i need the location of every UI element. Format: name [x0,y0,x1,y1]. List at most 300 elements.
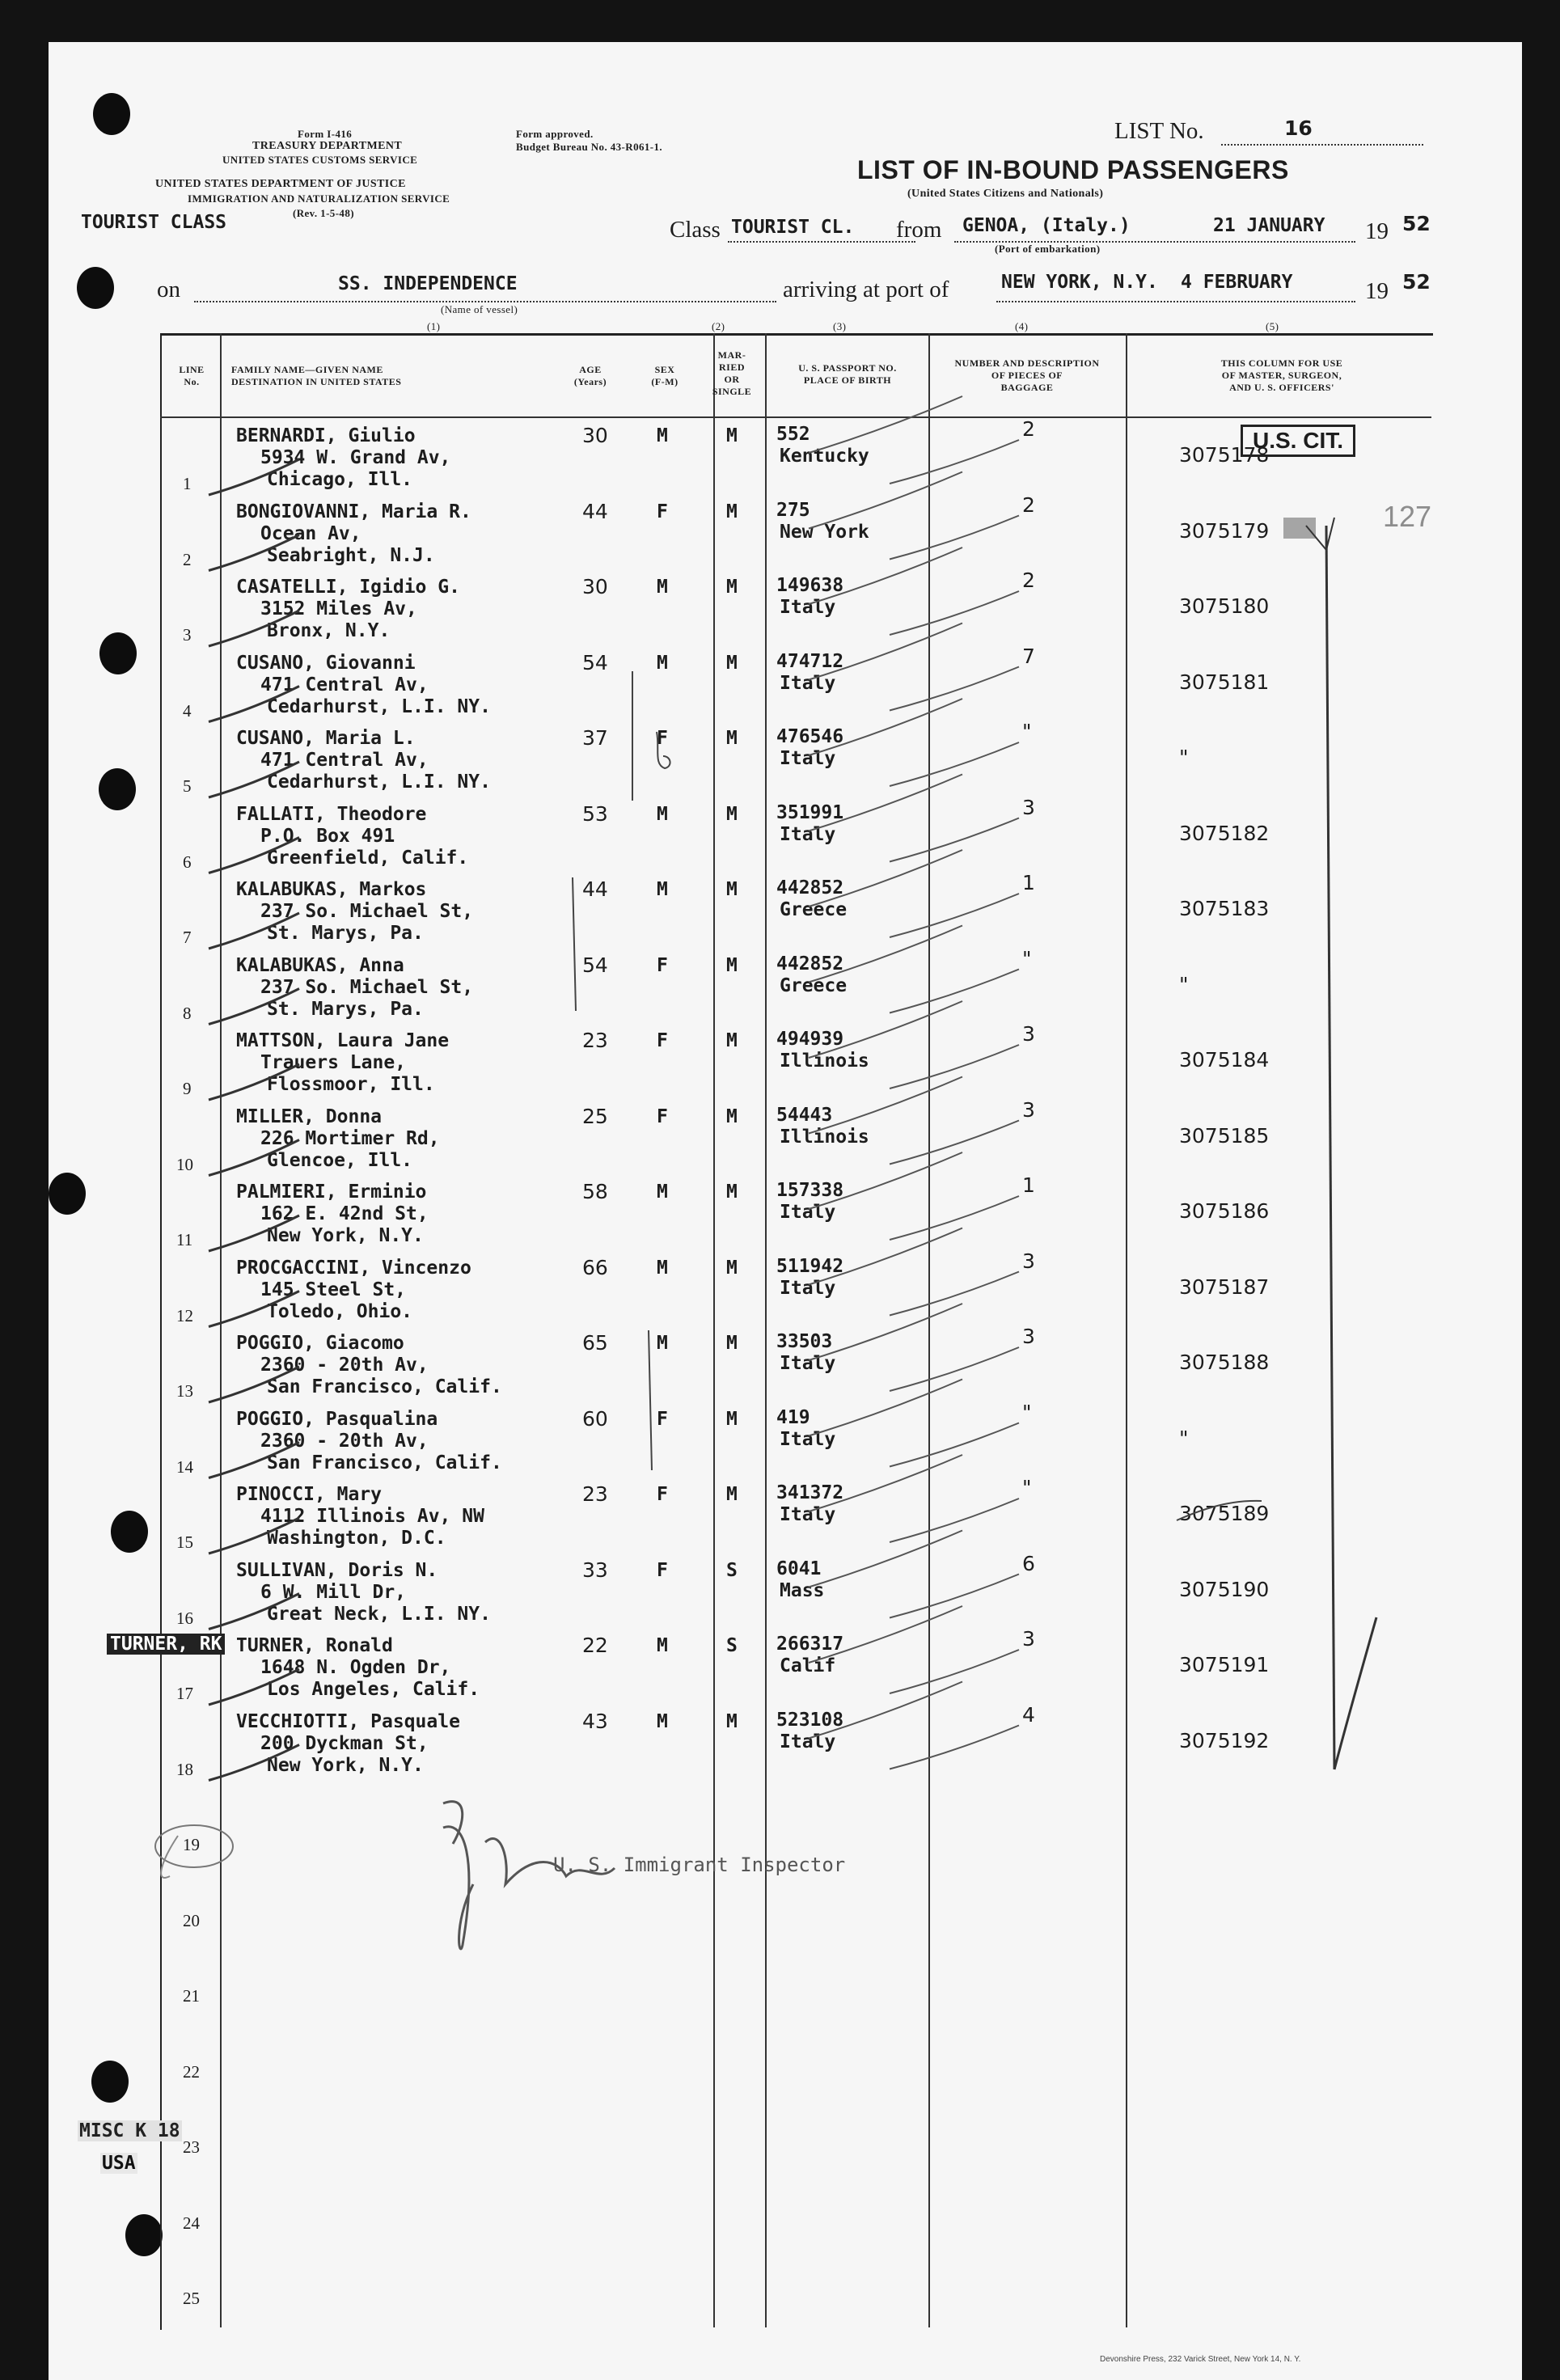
passenger-passport-number: 442852 [776,953,844,974]
class-value: TOURIST CL. [731,217,855,238]
document-subtitle: (United States Citizens and Nationals) [907,188,1104,200]
passenger-place-of-birth: Kentucky [780,446,869,467]
arrival-year: 52 [1402,270,1431,294]
passenger-passport-number: 149638 [776,575,844,596]
passenger-place-of-birth: Italy [780,672,836,694]
line-number: 14 [176,1456,193,1477]
check-mark [809,1531,962,1587]
passenger-marital-status: M [726,652,738,674]
line-number: 11 [176,1230,193,1249]
passenger-age: 23 [582,1482,608,1506]
passenger-passport-number: 494939 [776,1029,844,1050]
passenger-passport-number: 6041 [776,1558,822,1579]
passenger-place-of-birth: Italy [780,823,836,845]
check-mark [809,472,962,529]
passenger-sex: M [657,1635,668,1656]
passenger-address-city: Toledo, Ohio. [267,1300,413,1322]
column-number-2: (2) [712,320,725,332]
us-citizen-stamp: U.S. CIT. [1241,425,1355,457]
check-mark [890,818,1019,862]
check-mark [890,970,1019,1013]
passenger-passport-number: 476546 [776,726,844,747]
passenger-marital-status: M [726,425,738,446]
check-mark [209,1367,299,1402]
passenger-certificate-number: 3075192 [1179,1728,1270,1752]
passenger-name: POGGIO, Pasqualina [236,1408,438,1430]
passenger-certificate-number: 3075188 [1179,1351,1270,1374]
check-mark [209,1291,299,1327]
empty-line-number: 23 [183,2137,200,2157]
officer-verification-line [1326,526,1334,1769]
passenger-address-street: 237 So. Michael St, [260,976,474,998]
vessel-name: SS. INDEPENDENCE [338,273,518,294]
passenger-age: 65 [582,1331,608,1355]
check-mark [209,989,299,1025]
check-mark [209,762,299,797]
check-mark [809,547,962,604]
document-title: LIST OF IN-BOUND PASSENGERS [857,155,1289,184]
passenger-address-city: Glencoe, Ill. [267,1149,413,1171]
passenger-place-of-birth: Italy [780,1202,836,1223]
arrival-port: NEW YORK, N.Y. [1001,272,1158,293]
passenger-baggage-count: 4 [1022,1702,1035,1727]
check-mark [209,913,299,949]
passenger-address-street: 1648 N. Ogden Dr, [260,1657,451,1678]
passenger-baggage-count: 3 [1022,1097,1035,1122]
arrival-date: 4 FEBRUARY [1181,272,1293,293]
passenger-sex: M [657,1710,668,1732]
passenger-marital-status: S [726,1559,738,1581]
passenger-sex: M [657,1257,668,1279]
passenger-sex: M [657,652,668,674]
passenger-name: BERNARDI, Giulio [236,425,416,446]
passenger-place-of-birth: Illinois [780,1050,869,1072]
form-approved: Form approved. [516,128,594,140]
check-mark [890,1499,1019,1542]
column-number-4: (4) [1015,320,1029,332]
passenger-certificate-number: 3075186 [1179,1199,1270,1223]
on-label: on [157,277,180,302]
treasury-label: TREASURY DEPARTMENT [252,140,403,152]
port-of-embarkation-label: (Port of embarkation) [995,243,1101,255]
passenger-sex: F [657,501,668,522]
passenger-passport-number: 419 [776,1406,810,1428]
budget-bureau: Budget Bureau No. 43-R061-1. [516,141,663,153]
passenger-name: MILLER, Donna [236,1105,383,1127]
revision-label: (Rev. 1-5-48) [293,207,354,219]
check-mark [809,624,962,680]
check-mark [209,1443,299,1478]
passenger-address-city: Greenfield, Calif. [267,847,469,869]
passenger-sex: M [657,1333,668,1354]
check-mark [809,396,962,453]
passenger-marital-status: M [726,1333,738,1354]
passenger-marital-status: M [726,879,738,900]
header-married: MAR- RIED OR SINGLE [712,349,752,397]
passenger-name: PALMIERI, Erminio [236,1182,427,1203]
passenger-age: 30 [582,575,608,598]
check-mark [890,1196,1019,1240]
passenger-certificate-number: 3075191 [1179,1653,1270,1676]
inspector-label: U. S. Immigrant Inspector [553,1854,846,1876]
arriving-label: arriving at port of [783,277,949,302]
passenger-name: CUSANO, Giovanni [236,652,416,674]
check-mark [890,742,1019,786]
passenger-address-street: 5934 W. Grand Av, [260,447,451,468]
check-mark [890,1272,1019,1316]
check-mark [890,1347,1019,1391]
passenger-name: FALLATI, Theodore [236,803,427,825]
passenger-address-street: 471 Central Av, [260,674,429,695]
check-mark [809,926,962,983]
passenger-passport-number: 442852 [776,877,844,898]
line-number: 3 [183,625,192,645]
passenger-marital-status: M [726,1484,738,1505]
passenger-sex: M [657,1182,668,1203]
check-mark [809,1682,962,1739]
passenger-marital-status: M [726,1030,738,1051]
passenger-certificate-number: 3075185 [1179,1123,1270,1148]
passenger-address-street: 3152 Miles Av, [260,598,417,619]
arrival-year-prefix: 19 [1365,278,1389,304]
passenger-address-city: San Francisco, Calif. [267,1376,502,1397]
passenger-baggage-count: " [1022,1476,1032,1499]
passenger-address-city: Seabright, N.J. [267,544,435,566]
passenger-marital-status: M [726,1257,738,1279]
check-mark [209,611,299,646]
passenger-age: 53 [582,801,608,826]
passenger-place-of-birth: Illinois [780,1126,869,1148]
header-line: LINE No. [179,364,205,387]
passenger-place-of-birth: Greece [780,899,848,920]
passenger-baggage-count: 2 [1022,492,1035,517]
passenger-sex: F [657,1408,668,1430]
passenger-age: 44 [582,877,608,901]
officer-verification-tick [1334,1617,1376,1769]
passenger-baggage-count: 3 [1022,1022,1035,1046]
margin-turner-note: TURNER, RK [107,1634,225,1655]
passenger-passport-number: 523108 [776,1709,844,1731]
column-number-5: (5) [1266,320,1279,332]
passenger-baggage-count: 2 [1022,417,1035,441]
passenger-name: PINOCCI, Mary [236,1484,383,1505]
passenger-certificate-number: 3075184 [1179,1048,1270,1072]
passenger-baggage-count: 1 [1022,871,1035,894]
passenger-place-of-birth: Italy [780,1277,836,1299]
passenger-place-of-birth: Mass [780,1579,825,1601]
class-label: Class [670,217,721,243]
passenger-sex: F [657,1030,668,1051]
passenger-age: 25 [582,1104,608,1128]
check-mark [209,1745,299,1781]
check-mark [209,687,299,722]
passenger-marital-status: M [726,728,738,749]
header-baggage: NUMBER AND DESCRIPTION OF PIECES OF BAGGAGE [954,357,1100,393]
passenger-address-city: Flossmoor, Ill. [267,1074,435,1095]
check-mark [809,775,962,831]
passenger-passport-number: 552 [776,424,810,445]
passenger-passport-number: 54443 [776,1104,833,1126]
passenger-marital-status: M [726,1182,738,1203]
line-number: 6 [183,852,192,872]
line-number: 15 [176,1532,193,1552]
check-mark [809,850,962,907]
passenger-baggage-count: 3 [1022,1627,1035,1651]
bracket-kalabukas [573,877,576,1011]
check-mark [809,1304,962,1360]
passenger-name: POGGIO, Giacomo [236,1333,404,1354]
passenger-certificate-number: 3075183 [1179,897,1270,920]
passenger-passport-number: 266317 [776,1634,844,1655]
line-number: 12 [176,1305,193,1325]
passenger-passport-number: 157338 [776,1180,844,1201]
passenger-name: BONGIOVANNI, Maria R. [236,501,471,522]
passenger-address-street: 2360 - 20th Av, [260,1355,429,1376]
list-number: 16 [1284,116,1313,140]
passenger-place-of-birth: Greece [780,974,848,996]
check-mark [890,894,1019,937]
passenger-address-street: Ocean Av, [260,522,361,544]
passenger-address-street: 200 Dyckman St, [260,1732,429,1754]
passenger-sex: F [657,1559,668,1581]
passenger-address-street: 4112 Illinois Av, NW [260,1506,484,1527]
passenger-baggage-count: 3 [1022,795,1035,819]
line-number: 17 [176,1684,193,1703]
tourist-class-note: TOURIST CLASS [81,212,227,233]
passenger-address-city: Washington, D.C. [267,1528,446,1549]
check-mark [809,1455,962,1511]
inspector-signature [443,1802,615,1949]
passenger-baggage-count: " [1022,720,1032,743]
check-mark [809,1380,962,1436]
passenger-marital-status: M [726,1105,738,1127]
line-19-stroke [161,1836,178,1878]
passenger-baggage-count: " [1022,946,1032,970]
arrow-head [1306,518,1334,550]
header-passport: U. S. PASSPORT NO. PLACE OF BIRTH [798,362,897,386]
passenger-address-city: St. Marys, Pa. [267,998,424,1020]
passenger-age: 33 [582,1558,608,1582]
customs-label: UNITED STATES CUSTOMS SERVICE [222,154,418,166]
check-mark [809,1152,962,1209]
check-mark [890,1575,1019,1618]
passenger-sex: F [657,1484,668,1505]
line-number: 7 [183,928,192,947]
passenger-address-city: Bronx, N.Y. [267,620,391,641]
departure-date: 21 JANUARY [1213,215,1325,236]
passenger-age: 44 [582,499,608,523]
empty-line-number: 24 [183,2213,200,2233]
passenger-name: PROCGACCINI, Vincenzo [236,1257,471,1279]
bracket-poggio [649,1330,652,1470]
passenger-marital-status: M [726,501,738,522]
header-officers: THIS COLUMN FOR USE OF MASTER, SURGEON, AND U. S. OFFICERS' [1220,357,1343,393]
check-mark [209,535,299,571]
line-number: 13 [176,1381,193,1401]
cert-mark-15 [1177,1501,1262,1520]
line-number: 2 [183,549,192,569]
check-mark [890,516,1019,560]
passenger-passport-number: 474712 [776,650,844,672]
passenger-baggage-count: 3 [1022,1249,1035,1273]
passenger-age: 22 [582,1634,608,1657]
passenger-marital-status: M [726,1710,738,1732]
line-number: 4 [183,700,192,721]
passenger-baggage-count: 6 [1022,1551,1035,1575]
passenger-address-city: Chicago, Ill. [267,469,413,490]
passenger-certificate-number: 3075182 [1179,821,1270,845]
passenger-address-street: 471 Central Av, [260,750,429,771]
passenger-name: TURNER, Ronald [236,1635,393,1656]
check-mark [209,1215,299,1251]
check-mark [890,1423,1019,1467]
passenger-certificate-number: " [1179,972,1189,996]
column-number-1: (1) [427,320,441,332]
header-name: FAMILY NAME—GIVEN NAME DESTINATION IN UNITED STATES [231,364,402,387]
passenger-age: 60 [582,1406,608,1431]
passenger-age: 54 [582,953,608,977]
passenger-address-city: Cedarhurst, L.I. NY. [267,695,491,717]
passenger-sex: F [657,954,668,976]
header-age: AGE (Years) [573,364,607,387]
passenger-name: CUSANO, Maria L. [236,728,416,749]
passenger-address-city: Great Neck, L.I. NY. [267,1603,491,1625]
passenger-certificate-number: 3075180 [1179,594,1270,618]
line-number: 1 [183,474,192,493]
passenger-age: 43 [582,1709,608,1733]
passenger-address-street: P.O. Box 491 [260,825,395,847]
passenger-name: KALABUKAS, Anna [236,954,404,976]
list-no-label: LIST No. [1114,118,1204,144]
passenger-sex: M [657,577,668,598]
passenger-address-street: 145 Steel St, [260,1279,407,1300]
passenger-age: 23 [582,1029,608,1052]
check-mark [209,1140,299,1176]
vessel-label: (Name of vessel) [441,303,518,315]
passenger-name: KALABUKAS, Markos [236,879,427,900]
passenger-address-city: New York, N.Y. [267,1225,424,1246]
from-label: from [896,217,942,243]
check-mark [209,1669,299,1705]
passenger-sex: F [657,1105,668,1127]
margin-misc-note: MISC K 18 [79,2120,180,2141]
passenger-certificate-number: 3075187 [1179,1275,1270,1299]
passenger-marital-status: S [726,1635,738,1656]
check-mark [809,1606,962,1663]
passenger-age: 66 [582,1255,608,1279]
check-mark [209,1518,299,1554]
passenger-marital-status: M [726,1408,738,1430]
passenger-name: VECCHIOTTI, Pasquale [236,1710,460,1732]
passenger-marital-status: M [726,577,738,598]
line-number: 16 [176,1608,193,1628]
passenger-certificate-number: " [1179,1426,1189,1450]
passenger-certificate-number: 3075179 [1179,518,1270,543]
passenger-address-city: San Francisco, Calif. [267,1452,502,1473]
year-prefix: 19 [1365,218,1389,244]
line-number: 18 [176,1759,193,1779]
justice-label: UNITED STATES DEPARTMENT OF JUSTICE [155,178,406,190]
passenger-marital-status: M [726,803,738,825]
passenger-sex: F [657,728,668,749]
form-number: Form I-416 [298,128,353,140]
passenger-address-city: Cedarhurst, L.I. NY. [267,771,491,793]
check-mark [809,699,962,755]
passenger-certificate-number: 3075181 [1179,670,1270,694]
initial-mark [657,732,670,768]
passenger-certificate-number: 3075190 [1179,1577,1270,1601]
passenger-address-street: Trauers Lane, [260,1052,407,1073]
passenger-passport-number: 275 [776,499,810,521]
passenger-baggage-count: " [1022,1400,1032,1424]
passenger-age: 58 [582,1180,608,1203]
check-mark [890,1121,1019,1165]
passenger-place-of-birth: Italy [780,1353,836,1374]
passenger-place-of-birth: Italy [780,1504,836,1525]
check-mark [209,459,299,495]
passenger-place-of-birth: Italy [780,1428,836,1450]
passenger-place-of-birth: Italy [780,1731,836,1752]
check-mark [890,1650,1019,1693]
empty-line-number: 19 [183,1835,200,1854]
check-mark [209,1064,299,1100]
passenger-passport-number: 351991 [776,801,844,823]
check-mark [890,440,1019,484]
passenger-address-city: Los Angeles, Calif. [267,1679,480,1700]
passenger-address-street: 6 W. Mill Dr, [260,1581,407,1603]
passenger-place-of-birth: New York [780,521,869,543]
passenger-sex: M [657,879,668,900]
from-value: GENOA, (Italy.) [962,215,1131,236]
passenger-certificate-number: " [1179,746,1189,769]
passenger-place-of-birth: Calif [780,1655,836,1676]
check-mark [890,1045,1019,1089]
check-mark [890,667,1019,711]
passenger-address-street: 237 So. Michael St, [260,901,474,922]
empty-line-number: 21 [183,1986,200,2006]
passenger-place-of-birth: Italy [780,597,836,618]
passenger-name: CASATELLI, Igidio G. [236,577,460,598]
line-number: 9 [183,1079,192,1098]
passenger-baggage-count: 7 [1022,644,1035,668]
check-mark [809,1228,962,1285]
check-mark [809,1077,962,1134]
passenger-marital-status: M [726,954,738,976]
passenger-passport-number: 33503 [776,1331,833,1352]
passenger-address-street: 226 Mortimer Rd, [260,1127,440,1149]
check-mark [209,838,299,873]
passenger-age: 37 [582,726,608,750]
passenger-baggage-count: 2 [1022,569,1035,592]
passenger-address-street: 2360 - 20th Av, [260,1430,429,1452]
passenger-sex: M [657,803,668,825]
passenger-name: SULLIVAN, Doris N. [236,1559,438,1581]
check-mark [209,1594,299,1630]
passenger-address-city: St. Marys, Pa. [267,923,424,944]
margin-usa-note: USA [102,2153,136,2174]
printer-imprint: Devonshire Press, 232 Varick Street, New York 14, N. Y. [1100,2355,1301,2364]
check-mark [890,591,1019,635]
passenger-passport-number: 511942 [776,1255,844,1277]
faded-stamp-number: 127 [1383,500,1432,533]
line-19-circle [155,1825,233,1867]
passenger-age: 54 [582,650,608,674]
passenger-place-of-birth: Italy [780,748,836,769]
passenger-passport-number: 341372 [776,1482,844,1503]
passenger-address-city: New York, N.Y. [267,1754,424,1776]
empty-line-number: 22 [183,2061,200,2082]
empty-line-number: 25 [183,2289,200,2308]
